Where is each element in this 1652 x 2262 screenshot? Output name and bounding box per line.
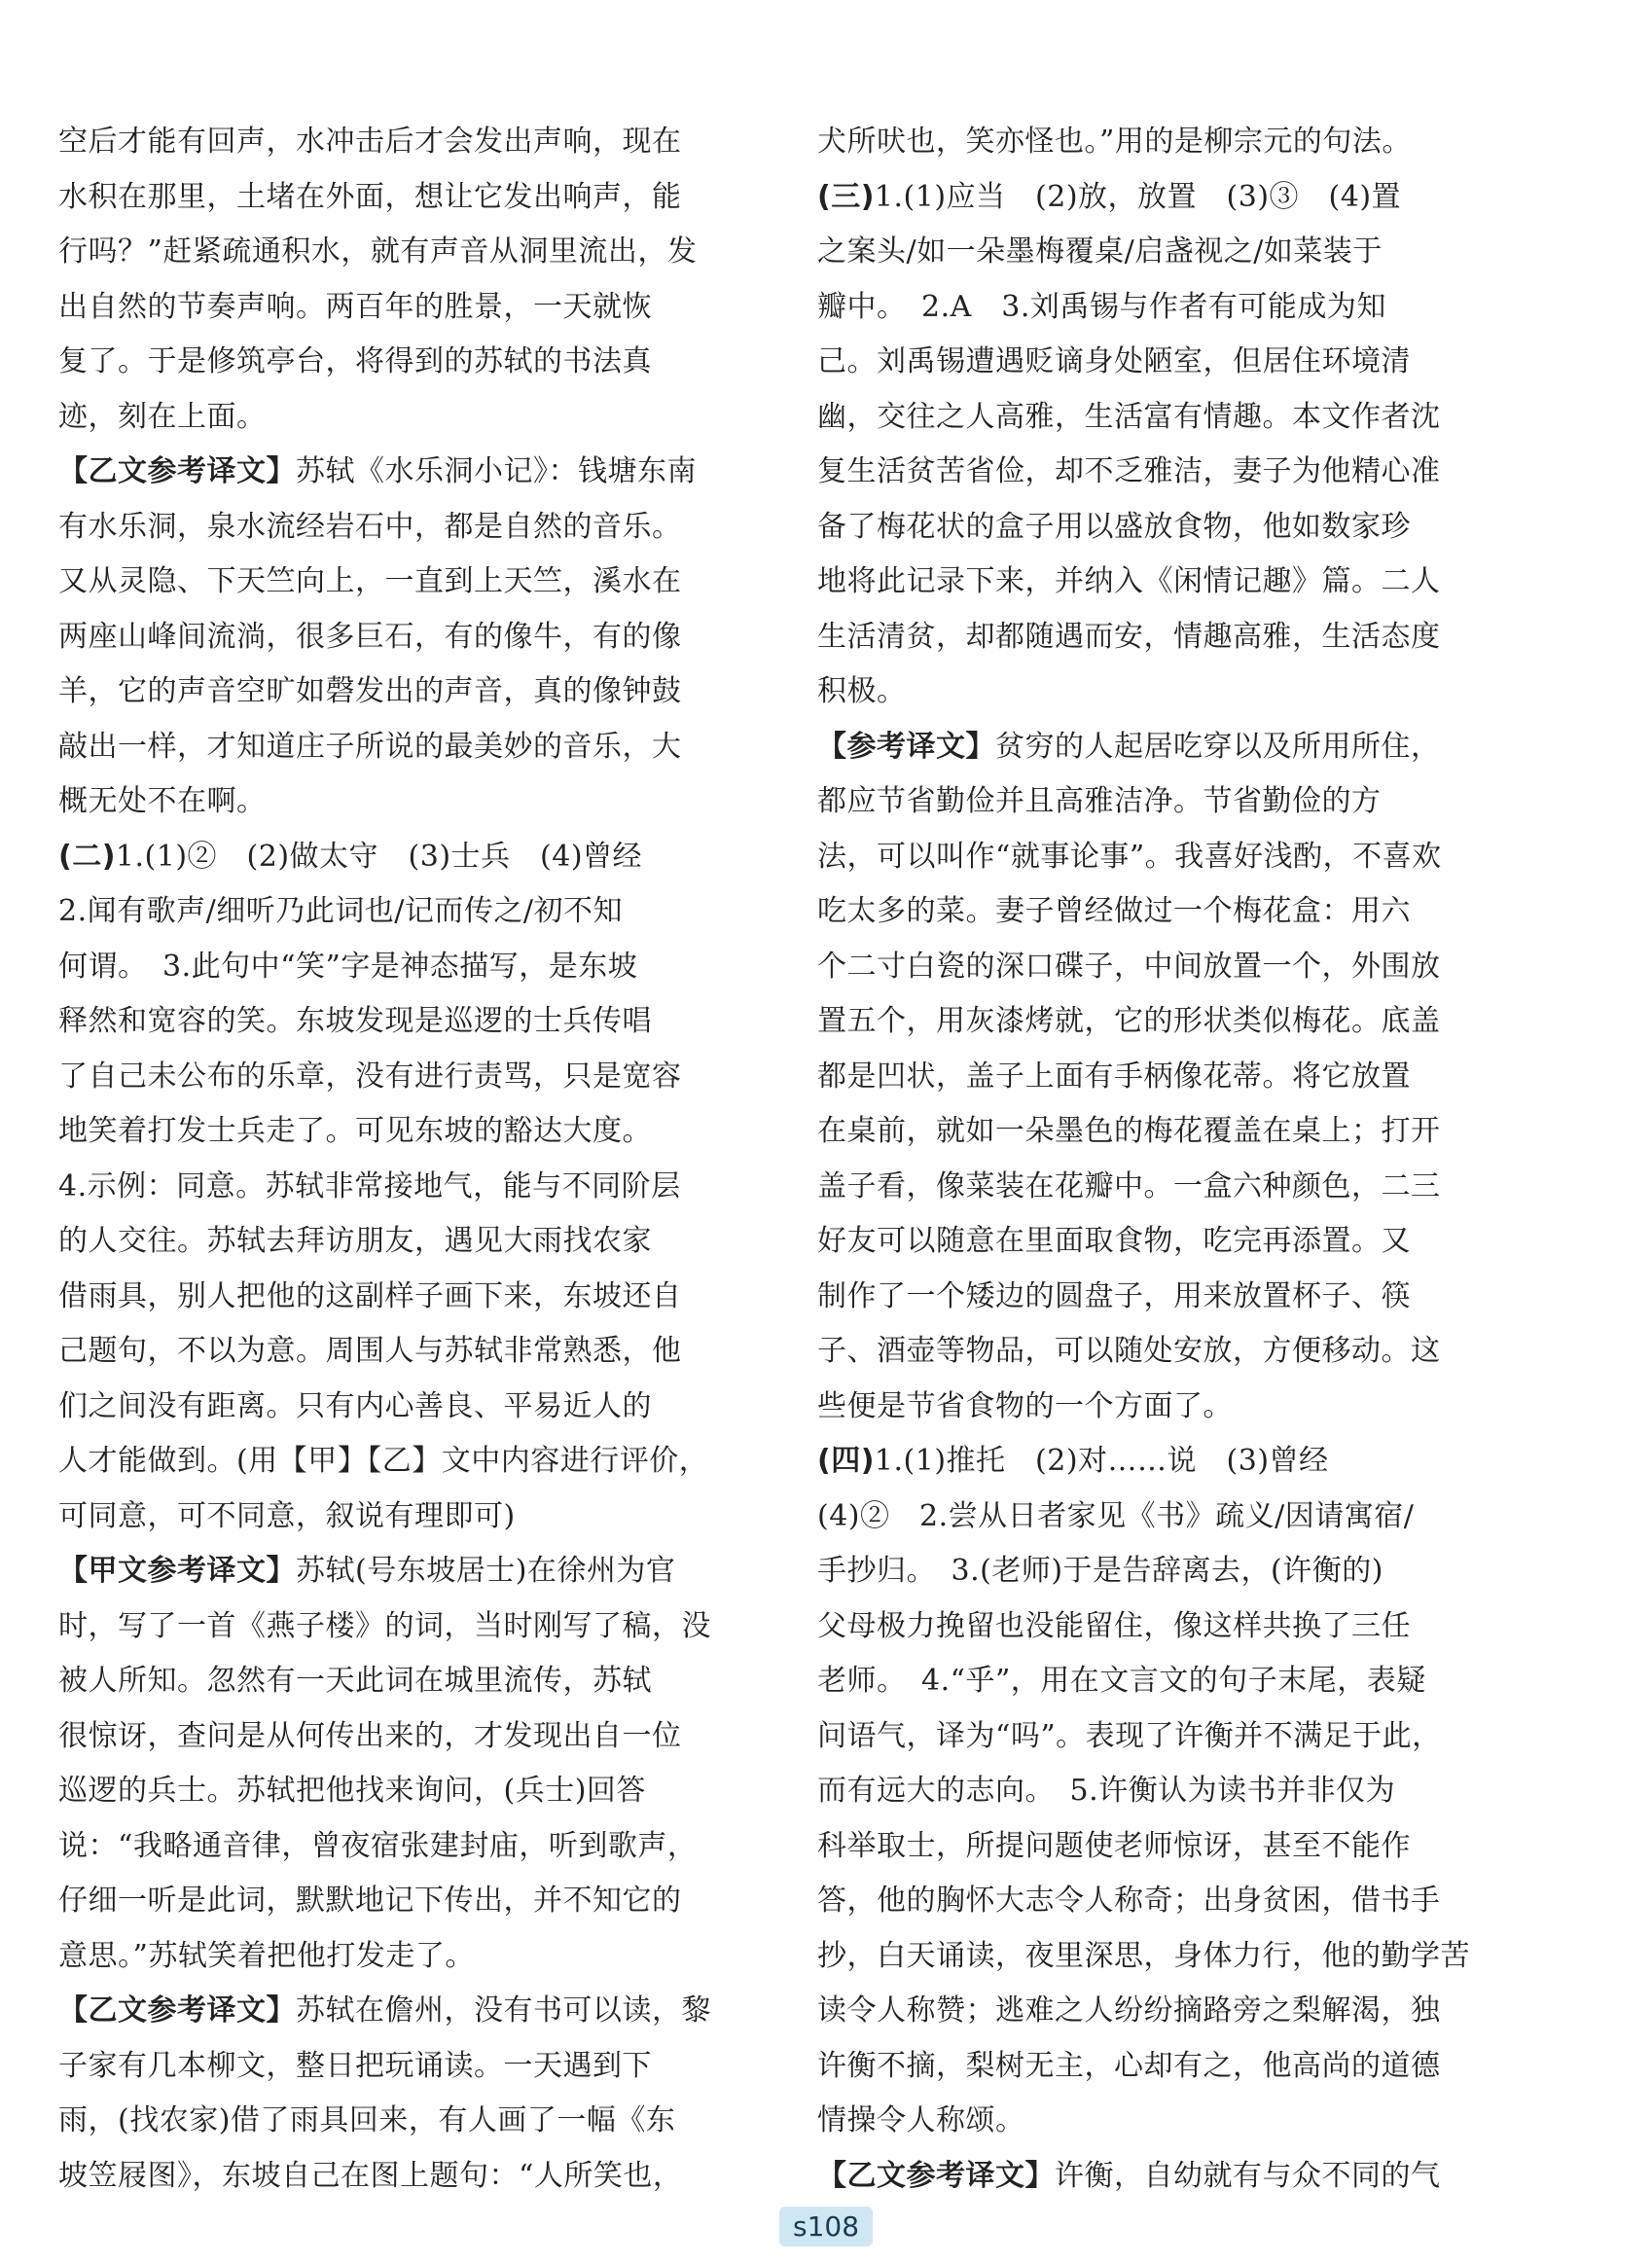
text-line: [58, 2094, 730, 2149]
text-line: [817, 280, 1489, 336]
text-line: [58, 1104, 730, 1160]
text-line: [817, 884, 1489, 940]
line-text: 吃太多的菜。妻子曾经做过一个梅花盒：用六: [817, 894, 1411, 928]
line-text: (4)② 2.尝从日者家见《书》疏义/因请寓宿/: [817, 1498, 1415, 1533]
text-line: [58, 1929, 730, 1985]
text-line: [817, 1324, 1489, 1380]
section-label: 【参考译文】: [817, 729, 995, 764]
line-text: 仔细一听是此词，默默地记下传出，并不知它的: [58, 1884, 682, 1918]
line-text: 释然和宽容的笑。东坡发现是巡逻的士兵传唱: [58, 1004, 652, 1038]
text-line: [58, 280, 730, 336]
line-text: 备了梅花状的盒子用以盛放食物，他如数家珍: [817, 509, 1411, 544]
text-line: [817, 994, 1489, 1050]
text-line: [817, 1654, 1489, 1709]
text-line: [58, 1490, 730, 1545]
text-line: [817, 1874, 1489, 1929]
text-line: [58, 390, 730, 446]
line-text: 问语气，译为“吗”。表现了许衡并不满足于此，: [817, 1718, 1442, 1753]
line-text: 盖子看，像菜装在花瓣中。一盒六种颜色，二三: [817, 1168, 1441, 1203]
text-line: [817, 940, 1489, 995]
line-text: 意思。”苏轼笑着把他打发走了。: [58, 1938, 475, 1973]
line-text: 许衡不摘，梨树无主，心却有之，他高尚的道德: [817, 2048, 1441, 2083]
line-text: 4.示例：同意。苏轼非常接地气，能与不同阶层: [58, 1168, 681, 1203]
line-text: 苏轼(号东坡居士)在徐州为官: [296, 1554, 676, 1588]
line-text: 父母极力挽留也没能留住，像这样共换了三任: [817, 1608, 1411, 1643]
text-line: [817, 1544, 1489, 1599]
text-line: [58, 1819, 730, 1875]
text-line: [817, 1490, 1489, 1545]
line-text: 两座山峰间流淌，很多巨石，有的像牛，有的像: [58, 619, 682, 654]
line-text: 子家有几本柳文，整日把玩诵读。一天遇到下: [58, 2048, 652, 2083]
line-text: 水积在那里，土堵在外面，想让它发出响声，能: [58, 179, 682, 214]
text-line: [817, 720, 1489, 775]
text-line: [58, 884, 730, 940]
line-text: 些便是节省食物的一个方面了。: [817, 1388, 1233, 1423]
line-text: 行吗？”赶紧疏通积水，就有声音从洞里流出，发: [58, 234, 698, 269]
line-text: 苏轼在儋州，没有书可以读，黎: [296, 1993, 711, 2028]
text-line: [817, 445, 1489, 500]
text-line: [58, 664, 730, 720]
text-line: [817, 610, 1489, 665]
line-text: 很惊讶，查问是从何传出来的，才发现出自一位: [58, 1718, 682, 1753]
line-text: 抄，白天诵读，夜里深思，身体力行，他的勤学苦: [817, 1938, 1470, 1973]
line-text: 复生活贫苦省俭，却不乏雅洁，妻子为他精心准: [817, 454, 1441, 488]
line-text: 被人所知。忽然有一天此词在城里流传，苏轼: [58, 1664, 652, 1698]
text-line: [817, 555, 1489, 610]
line-text: 可同意，可不同意，叙说有理即可): [58, 1498, 516, 1533]
text-line: [58, 610, 730, 665]
text-line: [58, 1324, 730, 1380]
line-text: 瓣中。 2.A 3.刘禹锡与作者有可能成为知: [817, 289, 1386, 324]
section-label: 【乙文参考译文】: [817, 2158, 1055, 2193]
line-text: 制作了一个矮边的圆盘子，用来放置杯子、筷: [817, 1278, 1411, 1313]
line-text: 幽，交往之人高雅，生活富有情趣。本文作者沈: [817, 399, 1441, 434]
line-text: 们之间没有距离。只有内心善良、平易近人的: [58, 1388, 652, 1423]
text-line: [58, 335, 730, 390]
line-text: 科举取士，所提问题使老师惊讶，甚至不能作: [817, 1828, 1411, 1863]
line-text: 答，他的胸怀大志令人称奇；出身贫困，借书手: [817, 1884, 1441, 1918]
text-line: [817, 1984, 1489, 2039]
text-line: [58, 1654, 730, 1709]
text-line: [58, 555, 730, 610]
line-text: 又从灵隐、下天竺向上，一直到上天竺，溪水在: [58, 564, 682, 598]
line-text: 敲出一样，才知道庄子所说的最美妙的音乐，大: [58, 729, 682, 764]
text-line: [58, 1764, 730, 1819]
text-line: [817, 335, 1489, 390]
text-line: [817, 2094, 1489, 2149]
section-label: 【甲文参考译文】: [58, 1554, 296, 1588]
line-text: 人才能做到。(用【甲】【乙】文中内容进行评价，: [58, 1444, 709, 1478]
line-text: 都是凹状，盖子上面有手柄像花蒂。将它放置: [817, 1059, 1411, 1094]
line-text: 个二寸白瓷的深口碟子，中间放置一个，外围放: [817, 949, 1441, 984]
text-line: [817, 1819, 1489, 1875]
line-text: 复了。于是修筑亭台，将得到的苏轼的书法真: [58, 344, 652, 378]
line-text: 借雨具，别人把他的这副样子画下来，东坡还自: [58, 1278, 682, 1313]
text-line: [58, 1984, 730, 2039]
text-line: [817, 500, 1489, 556]
text-line: [817, 170, 1489, 226]
line-text: 读令人称赞；逃难之人纷纷摘路旁之梨解渴，独: [817, 1993, 1441, 2028]
line-text: 说：“我略通音律，曾夜宿张建封庙，听到歌声，: [58, 1828, 698, 1863]
text-line: [58, 1544, 730, 1599]
text-line: [58, 1434, 730, 1490]
line-text: 己题句，不以为意。周围人与苏轼非常熟悉，他: [58, 1334, 682, 1368]
text-line: [58, 2039, 730, 2095]
text-line: [817, 225, 1489, 280]
text-line: [58, 1874, 730, 1929]
line-text: 时，写了一首《燕子楼》的词，当时刚写了稿，没: [58, 1608, 711, 1643]
section-label: (二): [58, 839, 116, 874]
right-column: [817, 115, 1489, 2204]
line-text: 了自己未公布的乐章，没有进行责骂，只是宽容: [58, 1059, 682, 1094]
text-line: [58, 940, 730, 995]
text-line: [817, 1764, 1489, 1819]
text-line: [817, 664, 1489, 720]
section-label: 【乙文参考译文】: [58, 454, 296, 488]
line-text: 都应节省勤俭并且高雅洁净。节省勤俭的方: [817, 784, 1382, 818]
line-text: 羊，它的声音空旷如磬发出的声音，真的像钟鼓: [58, 674, 682, 708]
text-line: [817, 1709, 1489, 1765]
line-text: 生活清贫，却都随遇而安，情趣高雅，生活态度: [817, 619, 1441, 654]
line-text: 情操令人称颂。: [817, 2103, 1025, 2137]
line-text: 子、酒壶等物品，可以随处安放，方便移动。这: [817, 1334, 1441, 1368]
line-text: 何谓。 3.此句中“笑”字是神态描写，是东坡: [58, 949, 638, 984]
line-text: 概无处不在啊。: [58, 784, 267, 818]
text-line: [58, 1270, 730, 1325]
text-line: [817, 1929, 1489, 1985]
line-text: 的人交往。苏轼去拜访朋友，遇见大雨找农家: [58, 1224, 652, 1258]
line-text: 巡逻的兵士。苏轼把他找来询问，(兵士)回答: [58, 1774, 646, 1808]
line-text: 雨，(找农家)借了雨具回来，有人画了一幅《东: [58, 2103, 676, 2137]
text-line: [817, 830, 1489, 885]
line-text: 1.(1)应当 (2)放，放置 (3)③ (4)置: [874, 179, 1402, 214]
text-line: [58, 445, 730, 500]
line-text: 而有远大的志向。 5.许衡认为读书并非仅为: [817, 1774, 1396, 1808]
text-line: [58, 1050, 730, 1105]
line-text: 好友可以随意在里面取食物，吃完再添置。又: [817, 1224, 1411, 1258]
text-line: [58, 1214, 730, 1270]
line-text: 手抄归。 3.(老师)于是告辞离去，(许衡的): [817, 1554, 1383, 1588]
text-line: [58, 1160, 730, 1215]
line-text: 在桌前，就如一朵墨色的梅花覆盖在桌上；打开: [817, 1114, 1441, 1148]
text-line: [58, 170, 730, 226]
text-line: [817, 1270, 1489, 1325]
line-text: 许衡，自幼就有与众不同的气: [1055, 2158, 1441, 2193]
text-line: [58, 225, 730, 280]
line-text: 空后才能有回声，水冲击后才会发出声响，现在: [58, 125, 682, 159]
text-line: [817, 1434, 1489, 1490]
text-line: [58, 994, 730, 1050]
page-number: s108: [779, 2207, 873, 2246]
text-line: [817, 774, 1489, 830]
line-text: 地将此记录下来，并纳入《闲情记趣》篇。二人: [817, 564, 1441, 598]
text-line: [58, 1709, 730, 1765]
text-line: [817, 1104, 1489, 1160]
line-text: 迹，刻在上面。: [58, 399, 267, 434]
line-text: 苏轼《水乐洞小记》：钱塘东南: [296, 454, 697, 488]
line-text: 法，可以叫作“就事论事”。我喜好浅酌，不喜欢: [817, 839, 1442, 874]
line-text: 之案头/如一朵墨梅覆桌/启盏视之/如菜装于: [817, 234, 1383, 269]
line-text: 有水乐洞，泉水流经岩石中，都是自然的音乐。: [58, 509, 682, 544]
text-line: [817, 1380, 1489, 1435]
section-label: (四): [817, 1444, 875, 1478]
line-text: 老师。 4.“乎”，用在文言文的句子末尾，表疑: [817, 1664, 1426, 1698]
line-text: 积极。: [817, 674, 907, 708]
line-text: 1.(1)② (2)做太守 (3)士兵 (4)曾经: [115, 839, 643, 874]
text-line: [817, 1214, 1489, 1270]
line-text: 贫穷的人起居吃穿以及所用所住，: [995, 729, 1441, 764]
text-line: [58, 830, 730, 885]
line-text: 犬所吠也，笑亦怪也。”用的是柳宗元的句法。: [817, 125, 1412, 159]
text-line: [817, 390, 1489, 446]
text-line: [817, 2039, 1489, 2095]
line-text: 地笑着打发士兵走了。可见东坡的豁达大度。: [58, 1114, 652, 1148]
line-text: 出自然的节奏声响。两百年的胜景，一天就恢: [58, 289, 652, 324]
text-line: [817, 1050, 1489, 1105]
text-line: [817, 115, 1489, 170]
line-text: 1.(1)推托 (2)对……说 (3)曾经: [874, 1444, 1329, 1478]
text-line: [817, 1160, 1489, 1215]
text-line: [58, 2149, 730, 2205]
text-line: [58, 1599, 730, 1655]
text-line: [58, 1380, 730, 1435]
text-line: [58, 115, 730, 170]
text-line: [58, 500, 730, 556]
line-text: 己。刘禹锡遭遇贬谪身处陋室，但居住环境清: [817, 344, 1411, 378]
text-line: [58, 774, 730, 830]
section-label: (三): [817, 179, 875, 214]
text-line: [817, 1599, 1489, 1655]
line-text: 2.闻有歌声/细听乃此词也/记而传之/初不知: [58, 894, 623, 928]
section-label: 【乙文参考译文】: [58, 1993, 296, 2028]
line-text: 置五个，用灰漆烤就，它的形状类似梅花。底盖: [817, 1004, 1441, 1038]
text-line: [58, 720, 730, 775]
left-column: [58, 115, 730, 2204]
page-number-badge: [0, 2207, 1652, 2246]
line-text: 坡笠屐图》，东坡自己在图上题句：“人所笑也，: [58, 2158, 683, 2193]
text-line: [817, 2149, 1489, 2205]
